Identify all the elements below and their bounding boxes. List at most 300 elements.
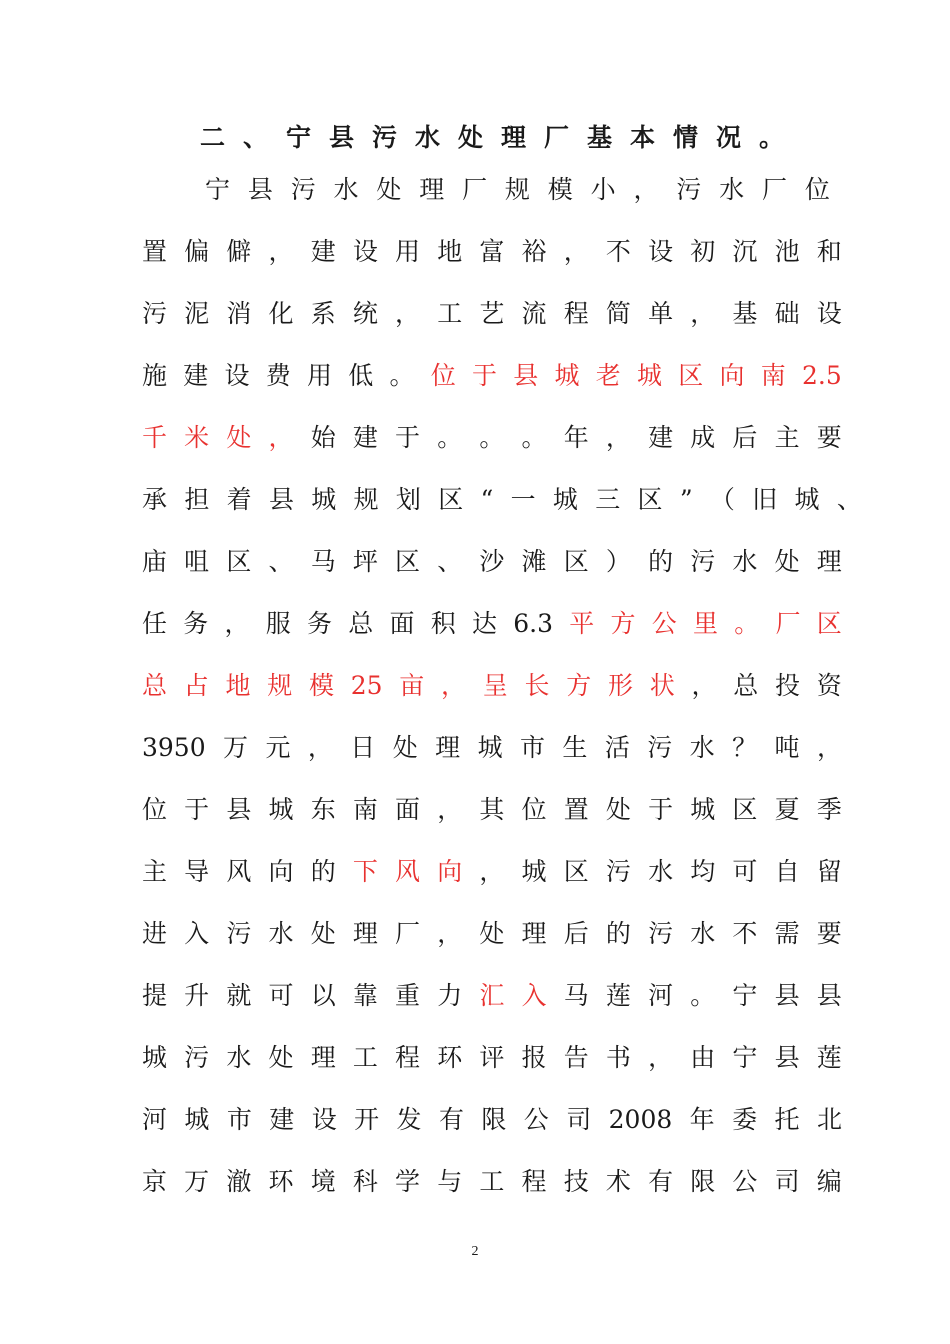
highlighted-text: 于 (472, 361, 498, 390)
text-char: 区 (438, 485, 464, 514)
text-line (142, 976, 842, 1016)
text-char: 城 (690, 795, 716, 824)
highlighted-text: ， (268, 423, 294, 452)
text-char: ， (307, 733, 333, 762)
text-char: 术 (605, 1167, 631, 1196)
text-char: 其 (479, 795, 505, 824)
highlighted-text: 亩 (399, 671, 425, 700)
text-char: 污 (184, 1043, 210, 1072)
text-char: 化 (268, 299, 294, 328)
highlighted-text: 千 (142, 423, 168, 452)
text-char: 设 (648, 237, 674, 266)
text-char: 城 (142, 1043, 168, 1072)
text-char: 设 (311, 1105, 337, 1134)
text-char: 学 (395, 1167, 421, 1196)
text-char: 不 (605, 237, 631, 266)
text-char: 城 (794, 485, 820, 514)
text-char: ， (437, 795, 463, 824)
text-char: 南 (352, 795, 378, 824)
text-char: 编 (816, 1167, 842, 1196)
highlighted-text: 城 (554, 361, 580, 390)
text-char: 消 (226, 299, 252, 328)
text-char: 污 (676, 175, 702, 204)
highlighted-text: 下 (352, 857, 378, 886)
text-char: ， (633, 175, 659, 204)
text-char: 环 (437, 1043, 463, 1072)
text-char: 位 (142, 795, 168, 824)
text-line (142, 294, 842, 334)
text-char: 工 (437, 299, 463, 328)
text-char: 污 (290, 175, 316, 204)
text-char: 公 (523, 1105, 549, 1134)
text-char: 建 (269, 1105, 295, 1134)
text-char: 资 (816, 671, 842, 700)
text-char: 、 (268, 547, 294, 576)
text-line (205, 170, 830, 210)
text-char: 活 (604, 733, 630, 762)
text-char: 留 (816, 857, 842, 886)
text-char: ， (648, 1043, 674, 1072)
text-char: 成 (690, 423, 716, 452)
text-line (142, 480, 862, 520)
text-char: 6.3 (513, 609, 554, 638)
highlighted-text: 呈 (482, 671, 508, 700)
text-char: 3950 (142, 733, 206, 762)
text-char: 积 (430, 609, 456, 638)
text-char: 担 (184, 485, 210, 514)
text-char: 水 (689, 733, 715, 762)
highlighted-text: ， (441, 671, 467, 700)
text-char: 于 (648, 795, 674, 824)
text-char: 础 (774, 299, 800, 328)
text-line (142, 418, 842, 458)
highlighted-text: 风 (395, 857, 421, 886)
text-char: 限 (481, 1105, 507, 1134)
text-char: 裕 (521, 237, 547, 266)
text-char: 三 (595, 485, 621, 514)
text-char: 进 (142, 919, 168, 948)
text-char: 宁 (732, 1043, 758, 1072)
text-char: 咀 (184, 547, 210, 576)
text-char: 县 (774, 981, 800, 1010)
text-line (142, 232, 842, 272)
highlighted-text: 平 (569, 609, 595, 638)
text-char: 吨 (774, 733, 800, 762)
text-line (142, 542, 842, 582)
text-char: 富 (479, 237, 505, 266)
text-char: 坪 (352, 547, 378, 576)
highlighted-text: 米 (184, 423, 210, 452)
text-char: 境 (310, 1167, 336, 1196)
text-char: 偏 (184, 237, 210, 266)
text-char: 万 (223, 733, 249, 762)
text-char: 始 (310, 423, 336, 452)
text-char: 规 (504, 175, 530, 204)
text-char: 城 (311, 485, 337, 514)
text-char: 务 (183, 609, 209, 638)
text-char: 马 (310, 547, 336, 576)
text-char: ， (691, 671, 717, 700)
text-char: 科 (352, 1167, 378, 1196)
text-char: 。 (437, 423, 463, 452)
text-char: 可 (268, 981, 294, 1010)
text-char: 司 (566, 1105, 592, 1134)
highlighted-text: 25 (350, 671, 383, 700)
text-char: 自 (774, 857, 800, 886)
section-heading: 二、宁县污水处理厂基本情况。 (200, 123, 803, 152)
text-char: 污 (648, 919, 674, 948)
text-char: 达 (472, 609, 498, 638)
text-char: 建 (310, 237, 336, 266)
highlighted-text: 城 (637, 361, 663, 390)
text-char: ， (395, 299, 421, 328)
text-char: 区 (563, 547, 589, 576)
text-char: 京 (142, 1167, 168, 1196)
highlighted-text: 向 (719, 361, 745, 390)
text-char: 旧 (752, 485, 778, 514)
text-char: 水 (719, 175, 745, 204)
text-char: 面 (395, 795, 421, 824)
text-char: 面 (389, 609, 415, 638)
text-char: 沙 (479, 547, 505, 576)
text-char: 有 (438, 1105, 464, 1134)
text-char: 污 (647, 733, 673, 762)
text-line (142, 1038, 842, 1078)
text-char: 污 (226, 919, 252, 948)
text-line (142, 790, 842, 830)
text-char: ， (816, 733, 842, 762)
text-char: 处 (479, 919, 505, 948)
text-char: 靠 (352, 981, 378, 1010)
text-char: 司 (774, 1167, 800, 1196)
text-char: 澈 (226, 1167, 252, 1196)
text-char: 向 (268, 857, 294, 886)
text-char: 环 (268, 1167, 294, 1196)
text-char: ， (268, 237, 294, 266)
text-char: 简 (605, 299, 631, 328)
text-char: 区 (226, 547, 252, 576)
text-char: 书 (605, 1043, 631, 1072)
text-char: 可 (732, 857, 758, 886)
text-char: 入 (184, 919, 210, 948)
text-char: 万 (184, 1167, 210, 1196)
highlighted-text: 状 (649, 671, 675, 700)
text-char: 理 (521, 919, 547, 948)
text-char: 处 (774, 547, 800, 576)
text-char: 报 (521, 1043, 547, 1072)
text-char: 的 (648, 547, 674, 576)
text-char: 处 (310, 919, 336, 948)
text-char: 导 (184, 857, 210, 886)
text-char: 。 (389, 361, 415, 390)
text-char: 限 (690, 1167, 716, 1196)
text-char: 设 (224, 361, 250, 390)
text-char: 厂 (462, 175, 488, 204)
text-char: 的 (310, 857, 336, 886)
text-char: 建 (183, 361, 209, 390)
text-char: 规 (353, 485, 379, 514)
text-char: 县 (816, 981, 842, 1010)
highlighted-text: 模 (309, 671, 335, 700)
text-char: 力 (437, 981, 463, 1010)
text-char: 服 (265, 609, 291, 638)
text-char: 工 (352, 1043, 378, 1072)
text-char: ， (690, 299, 716, 328)
text-char: 日 (350, 733, 376, 762)
text-char: ， (479, 857, 505, 886)
text-char: 不 (732, 919, 758, 948)
text-line (142, 356, 842, 396)
text-char: 处 (268, 1043, 294, 1072)
text-char: 升 (184, 981, 210, 1010)
text-char: 。 (479, 423, 505, 452)
text-char: 用 (395, 237, 421, 266)
text-char: 提 (142, 981, 168, 1010)
text-char: 程 (395, 1043, 421, 1072)
text-char: 着 (226, 485, 252, 514)
text-char: 城 (521, 857, 547, 886)
highlighted-text: 位 (430, 361, 456, 390)
text-char: “ (480, 485, 494, 514)
text-char: 庙 (142, 547, 168, 576)
text-char: 河 (648, 981, 674, 1010)
text-char: 投 (775, 671, 801, 700)
text-char: 宁 (205, 175, 231, 204)
text-char: ， (437, 919, 463, 948)
text-char: 总 (733, 671, 759, 700)
text-char: 污 (690, 547, 716, 576)
text-char: 务 (307, 609, 333, 638)
text-char: 程 (521, 1167, 547, 1196)
text-char: 处 (392, 733, 418, 762)
text-line (142, 666, 842, 706)
text-char: 县 (247, 175, 273, 204)
highlighted-text: 区 (678, 361, 704, 390)
text-char: 城 (477, 733, 503, 762)
text-char: 流 (521, 299, 547, 328)
text-char: 总 (348, 609, 374, 638)
text-char: 、 (836, 485, 862, 514)
highlighted-text: 。 (734, 609, 760, 638)
highlighted-text: 向 (437, 857, 463, 886)
text-char: 技 (563, 1167, 589, 1196)
text-char: 初 (690, 237, 716, 266)
text-char: 县 (268, 485, 294, 514)
text-char: 主 (774, 423, 800, 452)
text-char: 县 (774, 1043, 800, 1072)
text-char: 莲 (816, 1043, 842, 1072)
text-char: 区 (395, 547, 421, 576)
text-char: 由 (690, 1043, 716, 1072)
highlighted-text: 形 (608, 671, 634, 700)
text-char: 县 (226, 795, 252, 824)
text-char: 厂 (395, 919, 421, 948)
text-char: 。 (521, 423, 547, 452)
text-char: 理 (310, 1043, 336, 1072)
text-char: 理 (419, 175, 445, 204)
text-char: 泥 (184, 299, 210, 328)
text-char: 。 (690, 981, 716, 1010)
text-char: 僻 (226, 237, 252, 266)
text-char: 河 (142, 1105, 168, 1134)
text-char: 与 (437, 1167, 463, 1196)
text-char: 北 (816, 1105, 842, 1134)
text-char: 要 (816, 423, 842, 452)
highlighted-text: 汇 (479, 981, 505, 1010)
text-char: 沉 (732, 237, 758, 266)
text-char: 污 (142, 299, 168, 328)
text-char: 处 (376, 175, 402, 204)
text-char: 置 (142, 237, 168, 266)
text-char: 、 (437, 547, 463, 576)
text-line (142, 852, 842, 892)
text-char: ， (605, 423, 631, 452)
text-char: 基 (732, 299, 758, 328)
text-char: 生 (562, 733, 588, 762)
text-char: 用 (307, 361, 333, 390)
text-char: 要 (816, 919, 842, 948)
text-line (142, 914, 842, 954)
text-char: 主 (142, 857, 168, 886)
text-char: 需 (774, 919, 800, 948)
text-char: 开 (354, 1105, 380, 1134)
text-char: ， (224, 609, 250, 638)
text-char: 一 (510, 485, 536, 514)
text-char: 建 (648, 423, 674, 452)
text-line (142, 1162, 842, 1202)
text-char: 理 (816, 547, 842, 576)
highlighted-text: 里 (693, 609, 719, 638)
text-char: 费 (265, 361, 291, 390)
text-char: 重 (395, 981, 421, 1010)
highlighted-text: 地 (225, 671, 251, 700)
text-char: 设 (816, 299, 842, 328)
highlighted-text: 入 (521, 981, 547, 1010)
highlighted-text: 方 (610, 609, 636, 638)
text-char: 系 (310, 299, 336, 328)
text-char: 艺 (479, 299, 505, 328)
text-char: 以 (310, 981, 336, 1010)
text-char: 东 (310, 795, 336, 824)
text-char: 2008 (608, 1105, 673, 1134)
text-char: 建 (352, 423, 378, 452)
text-char: 污 (605, 857, 631, 886)
text-char: 水 (268, 919, 294, 948)
text-char: 宁 (732, 981, 758, 1010)
text-char: 城 (552, 485, 578, 514)
text-char: 低 (348, 361, 374, 390)
text-char: 夏 (774, 795, 800, 824)
highlighted-text: 总 (142, 671, 168, 700)
highlighted-text: 占 (183, 671, 209, 700)
text-char: 任 (142, 609, 168, 638)
text-char: 统 (352, 299, 378, 328)
highlighted-text: 县 (513, 361, 539, 390)
text-char: 于 (184, 795, 210, 824)
text-char: 承 (142, 485, 168, 514)
text-char: 元 (265, 733, 291, 762)
highlighted-text: 老 (595, 361, 621, 390)
text-char: 划 (395, 485, 421, 514)
text-char: 季 (816, 795, 842, 824)
text-char: 区 (563, 857, 589, 886)
text-char: 市 (226, 1105, 252, 1134)
text-char: 有 (648, 1167, 674, 1196)
text-char: 理 (352, 919, 378, 948)
text-char: 设 (352, 237, 378, 266)
text-char: 后 (563, 919, 589, 948)
text-char: 和 (816, 237, 842, 266)
text-char: 评 (479, 1043, 505, 1072)
text-char: 理 (435, 733, 461, 762)
highlighted-text: 2.5 (802, 361, 842, 390)
text-char: 池 (774, 237, 800, 266)
text-char: 位 (804, 175, 830, 204)
text-char: 工 (479, 1167, 505, 1196)
text-char: 滩 (521, 547, 547, 576)
highlighted-text: 长 (524, 671, 550, 700)
text-char: 地 (437, 237, 463, 266)
highlighted-text: 区 (816, 609, 842, 638)
text-char: ” (679, 485, 693, 514)
text-char: 模 (547, 175, 573, 204)
text-char: 风 (226, 857, 252, 886)
text-line (142, 1100, 842, 1140)
text-char: 水 (732, 547, 758, 576)
text-char: ， (563, 237, 589, 266)
text-char: 均 (690, 857, 716, 886)
text-char: 水 (226, 1043, 252, 1072)
text-char: 公 (732, 1167, 758, 1196)
text-char: 城 (268, 795, 294, 824)
text-char: 区 (637, 485, 663, 514)
text-char: 小 (590, 175, 616, 204)
text-char: 的 (605, 919, 631, 948)
text-char: 发 (396, 1105, 422, 1134)
text-line (142, 604, 842, 644)
text-char: 于 (395, 423, 421, 452)
text-char: 城 (184, 1105, 210, 1134)
text-char: 年 (563, 423, 589, 452)
text-char: 程 (563, 299, 589, 328)
text-char: 厂 (761, 175, 787, 204)
text-char: 施 (142, 361, 168, 390)
text-char: 市 (519, 733, 545, 762)
page-number: 2 (471, 1244, 479, 1259)
text-char: 马 (563, 981, 589, 1010)
text-char: 位 (521, 795, 547, 824)
highlighted-text: 规 (267, 671, 293, 700)
text-char: 就 (226, 981, 252, 1010)
text-char: 区 (732, 795, 758, 824)
text-char: （ (709, 485, 735, 514)
text-char: 水 (333, 175, 359, 204)
text-char: 年 (689, 1105, 715, 1134)
text-char: ） (605, 547, 631, 576)
text-char: 托 (774, 1105, 800, 1134)
text-char: 单 (648, 299, 674, 328)
text-char: 置 (563, 795, 589, 824)
text-char: ？ (732, 733, 758, 762)
highlighted-text: 处 (226, 423, 252, 452)
highlighted-text: 南 (760, 361, 786, 390)
text-char: 告 (563, 1043, 589, 1072)
text-line (142, 728, 842, 768)
text-char: 水 (648, 857, 674, 886)
text-char: 莲 (605, 981, 631, 1010)
text-char: 后 (732, 423, 758, 452)
text-char: 水 (690, 919, 716, 948)
